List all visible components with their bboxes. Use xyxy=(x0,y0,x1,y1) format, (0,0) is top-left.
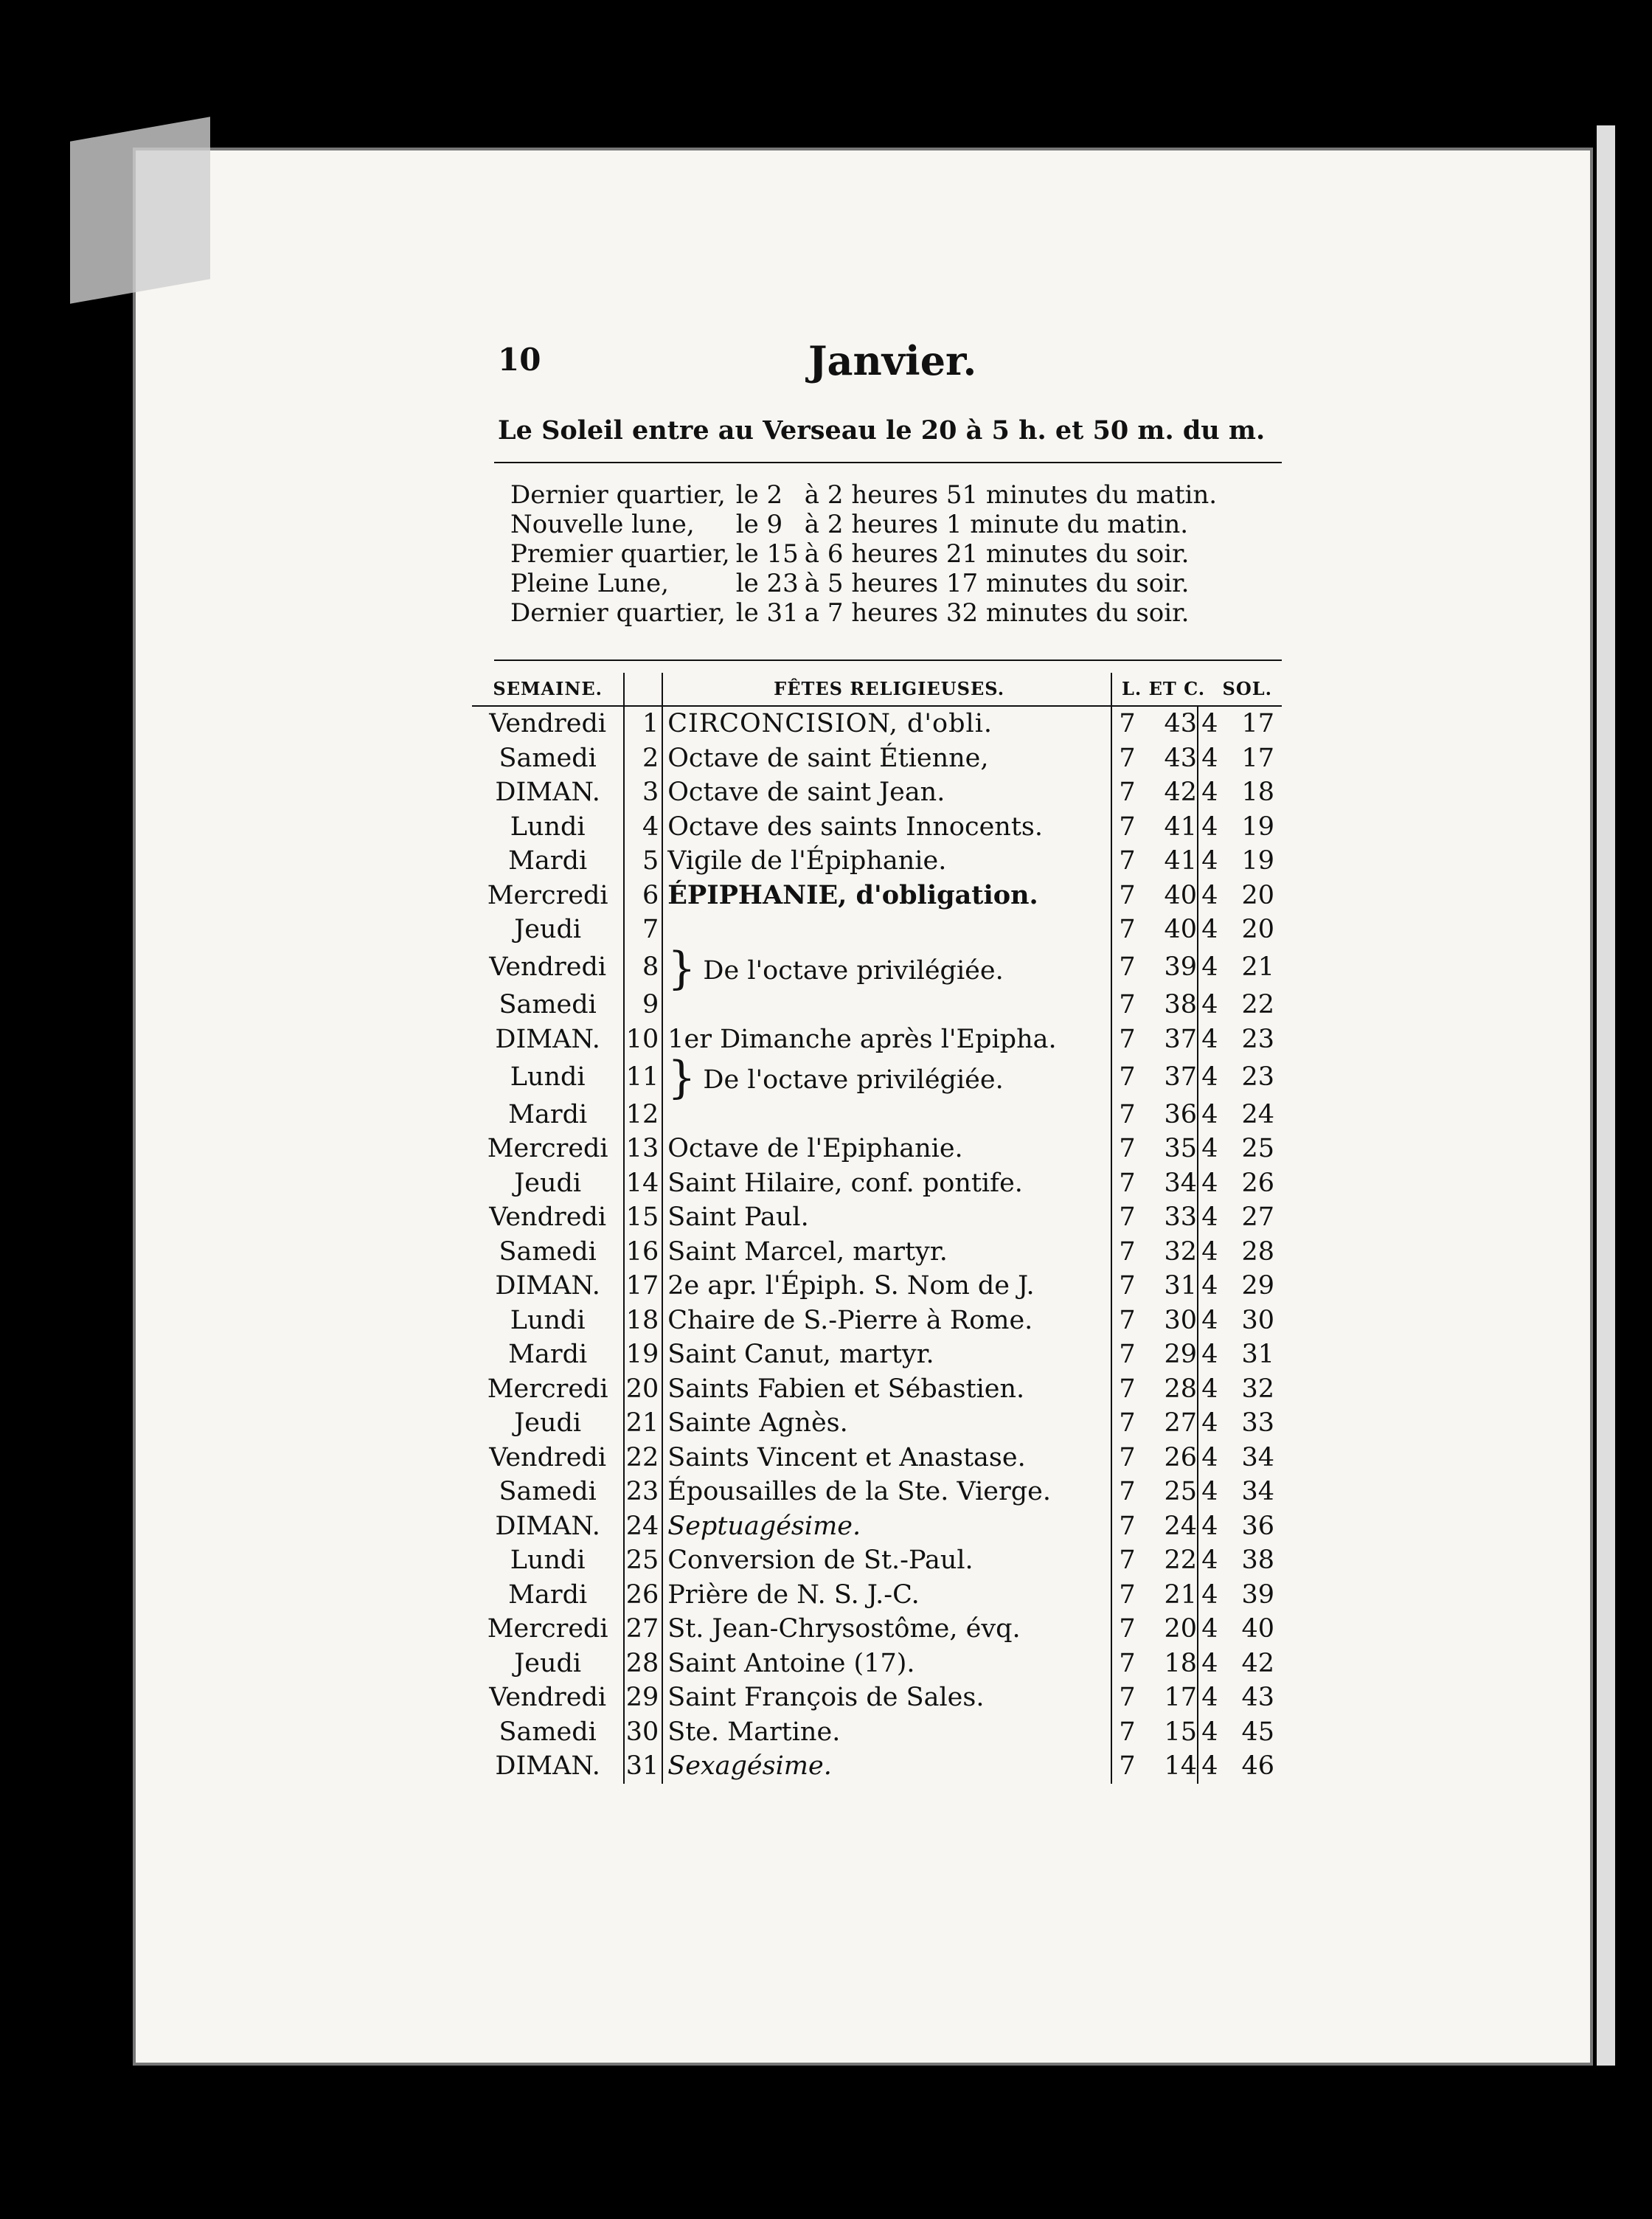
moon-phase-name: Pleine Lune, xyxy=(510,569,669,598)
day-number-cell: 29 xyxy=(624,1680,662,1715)
moon-phase-row xyxy=(510,510,1223,539)
day-number-cell: 31 xyxy=(624,1749,662,1784)
sunrise-hour-cell: 7 xyxy=(1119,1374,1136,1404)
sunset-minute-cell: 29 xyxy=(1241,1271,1274,1301)
sunrise-hour-cell: 7 xyxy=(1119,1751,1136,1781)
weekday-cell: Samedi xyxy=(472,1475,624,1509)
sunrise-minute-cell: 14 xyxy=(1142,1749,1198,1784)
calendar-row xyxy=(472,1235,1282,1270)
sunrise-minute-cell: 33 xyxy=(1142,1200,1198,1235)
day-number-cell: 8 xyxy=(624,947,662,989)
feast-cell: Saint Paul. xyxy=(662,1200,1111,1235)
sunrise-hour-cell: 7 xyxy=(1119,1614,1136,1644)
feast-cell: Saint Marcel, martyr. xyxy=(662,1235,1111,1270)
header-soleil: SOL. xyxy=(1222,678,1272,699)
moon-phase-row xyxy=(510,569,1223,598)
sunset-minute-cell: 17 xyxy=(1241,709,1274,738)
calendar-row xyxy=(472,1022,1282,1057)
sunrise-minute-cell: 27 xyxy=(1142,1406,1198,1441)
feast-cell: Conversion de St.-Paul. xyxy=(662,1543,1111,1578)
sunrise-minute-cell: 21 xyxy=(1142,1578,1198,1613)
sunset-minute-cell: 34 xyxy=(1241,1477,1274,1506)
sunrise-minute-cell: 41 xyxy=(1142,810,1198,845)
feast-cell: Octave de saint Étienne, xyxy=(662,741,1111,776)
sunset-minute-cell: 46 xyxy=(1241,1751,1274,1781)
feast-cell: ÉPIPHANIE, d'obligation. xyxy=(662,879,1111,913)
sunset-hour-cell: 4 xyxy=(1201,1062,1218,1092)
sunrise-hour-cell: 7 xyxy=(1119,1099,1136,1129)
calendar-row xyxy=(472,1715,1282,1750)
day-number-cell: 21 xyxy=(624,1406,662,1441)
sunset-hour-cell: 4 xyxy=(1201,1168,1218,1198)
mid-rule xyxy=(494,660,1282,661)
feast-cell: Sainte Agnès. xyxy=(662,1406,1111,1441)
sunset-hour-cell: 4 xyxy=(1201,1648,1218,1678)
sunset-hour-cell: 4 xyxy=(1201,1202,1218,1232)
day-number-cell: 30 xyxy=(624,1715,662,1750)
feast-cell: Septuagésime. xyxy=(662,1509,1111,1544)
sunset-hour-cell: 4 xyxy=(1201,1305,1218,1335)
sunrise-minute-cell: 40 xyxy=(1142,879,1198,913)
weekday-cell: Samedi xyxy=(472,988,624,1022)
sunrise-minute-cell: 37 xyxy=(1142,1022,1198,1057)
calendar-row xyxy=(472,1269,1282,1304)
sunrise-hour-cell: 7 xyxy=(1119,1648,1136,1678)
weekday-cell: Samedi xyxy=(472,741,624,776)
weekday-cell: Mercredi xyxy=(472,1132,624,1166)
feast-cell: Vigile de l'Épiphanie. xyxy=(662,844,1111,879)
calendar-row xyxy=(472,844,1282,879)
weekday-cell: Lundi xyxy=(472,1056,624,1098)
sunrise-minute-cell: 39 xyxy=(1142,947,1198,989)
weekday-cell: Vendredi xyxy=(472,1200,624,1235)
sunrise-minute-cell: 32 xyxy=(1142,1235,1198,1270)
sunrise-minute-cell: 25 xyxy=(1142,1475,1198,1509)
sunset-hour-cell: 4 xyxy=(1201,1408,1218,1438)
feast-cell: Sexagésime. xyxy=(662,1749,1111,1784)
feast-cell xyxy=(662,988,1111,1022)
sunset-hour-cell: 4 xyxy=(1201,1477,1218,1506)
weekday-cell: Jeudi xyxy=(472,1166,624,1201)
moon-phase-time: à 5 heures 17 minutes du soir. xyxy=(804,569,1190,598)
moon-phases-table xyxy=(510,480,1223,628)
sunrise-minute-cell: 42 xyxy=(1142,775,1198,810)
day-number-cell: 22 xyxy=(624,1441,662,1475)
sunset-minute-cell: 30 xyxy=(1241,1305,1274,1335)
feast-cell: St. Jean-Chrysostôme, évq. xyxy=(662,1612,1111,1647)
feast-cell xyxy=(662,913,1111,947)
calendar-row xyxy=(472,1612,1282,1647)
calendar-row xyxy=(472,1098,1282,1132)
sunrise-hour-cell: 7 xyxy=(1119,1683,1136,1712)
sunset-hour-cell: 4 xyxy=(1201,1751,1218,1781)
sunrise-minute-cell: 31 xyxy=(1142,1269,1198,1304)
feast-cell: Saint Antoine (17). xyxy=(662,1647,1111,1681)
moon-phase-time: à 2 heures 1 minute du matin. xyxy=(804,510,1189,539)
sunrise-hour-cell: 7 xyxy=(1119,1236,1136,1267)
feast-cell: Octave de saint Jean. xyxy=(662,775,1111,810)
sunrise-minute-cell: 38 xyxy=(1142,988,1198,1022)
sunset-minute-cell: 25 xyxy=(1241,1134,1274,1163)
weekday-cell: Mardi xyxy=(472,1337,624,1372)
sunset-hour-cell: 4 xyxy=(1201,709,1218,738)
calendar-row xyxy=(472,1406,1282,1441)
weekday-cell: Lundi xyxy=(472,810,624,845)
sunset-minute-cell: 32 xyxy=(1241,1374,1274,1404)
moon-phase-day: le 31 xyxy=(735,598,799,628)
day-number-cell: 11 xyxy=(624,1056,662,1098)
sunset-minute-cell: 36 xyxy=(1241,1511,1274,1541)
sunrise-hour-cell: 7 xyxy=(1119,1579,1136,1610)
weekday-cell: Vendredi xyxy=(472,947,624,989)
sunset-hour-cell: 4 xyxy=(1201,1683,1218,1712)
sunrise-hour-cell: 7 xyxy=(1119,709,1136,738)
sunrise-hour-cell: 7 xyxy=(1119,1202,1136,1232)
top-rule xyxy=(494,462,1282,463)
header-day xyxy=(624,673,662,706)
calendar-row xyxy=(472,706,1282,741)
day-number-cell: 23 xyxy=(624,1475,662,1509)
sunset-hour-cell: 4 xyxy=(1201,1545,1218,1575)
sunset-hour-cell: 4 xyxy=(1201,1717,1218,1747)
sunrise-minute-cell: 43 xyxy=(1142,706,1198,741)
feast-cell: 1er Dimanche après l'Epipha. xyxy=(662,1022,1111,1057)
weekday-cell: Mercredi xyxy=(472,1372,624,1407)
moon-phase-day: le 23 xyxy=(735,569,799,598)
calendar-row xyxy=(472,775,1282,810)
sunrise-hour-cell: 7 xyxy=(1119,1168,1136,1198)
sunset-hour-cell: 4 xyxy=(1201,743,1218,773)
sunrise-minute-cell: 36 xyxy=(1142,1098,1198,1132)
sunrise-minute-cell: 15 xyxy=(1142,1715,1198,1750)
weekday-cell: Lundi xyxy=(472,1543,624,1578)
sunrise-minute-cell: 18 xyxy=(1142,1647,1198,1681)
sunrise-minute-cell: 43 xyxy=(1142,741,1198,776)
sunrise-hour-cell: 7 xyxy=(1119,990,1136,1020)
calendar-row xyxy=(472,1132,1282,1166)
sunrise-hour-cell: 7 xyxy=(1119,1477,1136,1506)
calendar-row xyxy=(472,1166,1282,1201)
header-lever-coucher xyxy=(1111,673,1282,706)
feast-cell: Prière de N. S. J.-C. xyxy=(662,1578,1111,1613)
day-number-cell: 25 xyxy=(624,1543,662,1578)
day-number-cell: 13 xyxy=(624,1132,662,1166)
sunrise-minute-cell: 30 xyxy=(1142,1304,1198,1338)
sunset-hour-cell: 4 xyxy=(1201,1271,1218,1301)
feast-cell: Saint François de Sales. xyxy=(662,1680,1111,1715)
day-number-cell: 2 xyxy=(624,741,662,776)
sunset-minute-cell: 17 xyxy=(1241,743,1274,773)
weekday-cell: Jeudi xyxy=(472,913,624,947)
day-number-cell: 24 xyxy=(624,1509,662,1544)
sunset-minute-cell: 33 xyxy=(1241,1408,1274,1438)
weekday-cell: Mercredi xyxy=(472,1612,624,1647)
calendar-row xyxy=(472,1543,1282,1578)
sunrise-hour-cell: 7 xyxy=(1119,1271,1136,1301)
day-number-cell: 16 xyxy=(624,1235,662,1270)
feast-cell xyxy=(662,1052,1111,1104)
calendar-row xyxy=(472,1200,1282,1235)
weekday-cell: DIMAN. xyxy=(472,1269,624,1304)
day-number-cell: 20 xyxy=(624,1372,662,1407)
page-number: 10 xyxy=(498,342,541,378)
day-number-cell: 12 xyxy=(624,1098,662,1132)
weekday-cell: Samedi xyxy=(472,1715,624,1750)
moon-phase-time: à 6 heures 21 minutes du soir. xyxy=(804,539,1190,569)
weekday-cell: DIMAN. xyxy=(472,1509,624,1544)
calendar-row xyxy=(472,1749,1282,1784)
weekday-cell: Vendredi xyxy=(472,706,624,741)
feast-cell xyxy=(662,942,1111,994)
sunrise-hour-cell: 7 xyxy=(1119,1408,1136,1438)
sunrise-minute-cell: 26 xyxy=(1142,1441,1198,1475)
sunset-hour-cell: 4 xyxy=(1201,778,1218,807)
weekday-cell: Vendredi xyxy=(472,1441,624,1475)
sunset-minute-cell: 28 xyxy=(1241,1236,1274,1267)
weekday-cell: Jeudi xyxy=(472,1406,624,1441)
folded-corner xyxy=(70,117,210,304)
feast-cell: Ste. Martine. xyxy=(662,1715,1111,1750)
moon-phase-day: le 2 xyxy=(735,480,783,510)
sunset-hour-cell: 4 xyxy=(1201,990,1218,1020)
sunrise-minute-cell: 22 xyxy=(1142,1543,1198,1578)
day-number-cell: 5 xyxy=(624,844,662,879)
weekday-cell: Samedi xyxy=(472,1235,624,1270)
sunset-hour-cell: 4 xyxy=(1201,1236,1218,1267)
sunset-minute-cell: 40 xyxy=(1241,1614,1274,1644)
sunrise-hour-cell: 7 xyxy=(1119,1717,1136,1747)
feast-cell: Saints Fabien et Sébastien. xyxy=(662,1372,1111,1407)
sunrise-hour-cell: 7 xyxy=(1119,778,1136,807)
sunrise-minute-cell: 28 xyxy=(1142,1372,1198,1407)
feast-text: De l'octave privilégiée. xyxy=(703,1065,1004,1095)
sunset-hour-cell: 4 xyxy=(1201,1511,1218,1541)
sunrise-minute-cell: 24 xyxy=(1142,1509,1198,1544)
sunrise-hour-cell: 7 xyxy=(1119,1545,1136,1575)
calendar-row xyxy=(472,988,1282,1022)
sunrise-hour-cell: 7 xyxy=(1119,743,1136,773)
day-number-cell: 14 xyxy=(624,1166,662,1201)
sunrise-minute-cell: 34 xyxy=(1142,1166,1198,1201)
feast-cell: Épousailles de la Ste. Vierge. xyxy=(662,1475,1111,1509)
header-lever: L. ET C. xyxy=(1122,678,1206,699)
brace-glyph: } xyxy=(667,942,696,994)
moon-phase-time: à 2 heures 51 minutes du matin. xyxy=(804,480,1218,510)
sun-entry-line: Le Soleil entre au Verseau le 20 à 5 h. et 50 m. du m. xyxy=(498,415,1266,446)
sunrise-minute-cell: 20 xyxy=(1142,1612,1198,1647)
weekday-cell: DIMAN. xyxy=(472,775,624,810)
calendar-row xyxy=(472,947,1282,989)
sunset-minute-cell: 22 xyxy=(1241,990,1274,1020)
feast-cell: Octave de l'Epiphanie. xyxy=(662,1132,1111,1166)
moon-phase-name: Premier quartier, xyxy=(510,539,730,569)
sunset-hour-cell: 4 xyxy=(1201,1579,1218,1610)
calendar-row xyxy=(472,1372,1282,1407)
calendar-table xyxy=(472,673,1282,1784)
sunrise-hour-cell: 7 xyxy=(1119,915,1136,944)
moon-phase-row xyxy=(510,539,1223,569)
day-number-cell: 19 xyxy=(624,1337,662,1372)
calendar-row xyxy=(472,1441,1282,1475)
month-title: Janvier. xyxy=(808,337,977,384)
sunrise-minute-cell: 17 xyxy=(1142,1680,1198,1715)
sunset-hour-cell: 4 xyxy=(1201,1374,1218,1404)
sunrise-hour-cell: 7 xyxy=(1119,1340,1136,1369)
day-number-cell: 26 xyxy=(624,1578,662,1613)
moon-phase-name: Dernier quartier, xyxy=(510,480,726,510)
adjacent-page-edge xyxy=(1597,125,1615,2066)
feast-cell: Octave des saints Innocents. xyxy=(662,810,1111,845)
moon-phase-day: le 15 xyxy=(735,539,799,569)
feast-cell: Saints Vincent et Anastase. xyxy=(662,1441,1111,1475)
calendar-row xyxy=(472,1509,1282,1544)
sunrise-hour-cell: 7 xyxy=(1119,952,1136,982)
feast-cell: 2e apr. l'Épiph. S. Nom de J. xyxy=(662,1269,1111,1304)
calendar-row xyxy=(472,810,1282,845)
calendar-header-row xyxy=(472,673,1282,706)
sunset-hour-cell: 4 xyxy=(1201,1099,1218,1129)
header-semaine: SEMAINE. xyxy=(472,673,624,706)
feast-cell xyxy=(662,1098,1111,1132)
sunset-hour-cell: 4 xyxy=(1201,1134,1218,1163)
sunrise-minute-cell: 40 xyxy=(1142,913,1198,947)
weekday-cell: Mercredi xyxy=(472,879,624,913)
sunrise-hour-cell: 7 xyxy=(1119,1062,1136,1092)
brace-glyph: } xyxy=(667,1052,696,1104)
calendar-row xyxy=(472,741,1282,776)
calendar-row xyxy=(472,913,1282,947)
weekday-cell: Lundi xyxy=(472,1304,624,1338)
day-number-cell: 7 xyxy=(624,913,662,947)
sunrise-hour-cell: 7 xyxy=(1119,1024,1136,1054)
day-number-cell: 18 xyxy=(624,1304,662,1338)
sunset-minute-cell: 21 xyxy=(1241,952,1274,982)
sunset-hour-cell: 4 xyxy=(1201,1340,1218,1369)
calendar-row xyxy=(472,1475,1282,1509)
sunset-hour-cell: 4 xyxy=(1201,846,1218,876)
moon-phase-name: Dernier quartier, xyxy=(510,598,726,628)
feast-cell: Saint Canut, martyr. xyxy=(662,1337,1111,1372)
sunset-minute-cell: 31 xyxy=(1241,1340,1274,1369)
sunset-minute-cell: 43 xyxy=(1241,1683,1274,1712)
sunset-hour-cell: 4 xyxy=(1201,1442,1218,1472)
day-number-cell: 6 xyxy=(624,879,662,913)
sunset-minute-cell: 20 xyxy=(1241,880,1274,910)
sunset-minute-cell: 38 xyxy=(1241,1545,1274,1575)
sunset-minute-cell: 26 xyxy=(1241,1168,1274,1198)
day-number-cell: 1 xyxy=(624,706,662,741)
sunset-minute-cell: 18 xyxy=(1241,778,1274,807)
day-number-cell: 10 xyxy=(624,1022,662,1057)
sunset-minute-cell: 24 xyxy=(1241,1099,1274,1129)
sunset-minute-cell: 23 xyxy=(1241,1062,1274,1092)
header-fetes: FÊTES RELIGIEUSES. xyxy=(662,673,1111,706)
calendar-row xyxy=(472,1647,1282,1681)
sunrise-hour-cell: 7 xyxy=(1119,1511,1136,1541)
sunrise-hour-cell: 7 xyxy=(1119,1305,1136,1335)
day-number-cell: 3 xyxy=(624,775,662,810)
sunset-hour-cell: 4 xyxy=(1201,1024,1218,1054)
sunset-minute-cell: 34 xyxy=(1241,1442,1274,1472)
feast-cell: Chaire de S.-Pierre à Rome. xyxy=(662,1304,1111,1338)
weekday-cell: Jeudi xyxy=(472,1647,624,1681)
sunrise-hour-cell: 7 xyxy=(1119,880,1136,910)
sunset-hour-cell: 4 xyxy=(1201,811,1218,842)
moon-phase-name: Nouvelle lune, xyxy=(510,510,695,539)
sunrise-minute-cell: 29 xyxy=(1142,1337,1198,1372)
sunset-hour-cell: 4 xyxy=(1201,880,1218,910)
day-number-cell: 4 xyxy=(624,810,662,845)
sunrise-hour-cell: 7 xyxy=(1119,811,1136,842)
sunset-hour-cell: 4 xyxy=(1201,915,1218,944)
sunrise-minute-cell: 37 xyxy=(1142,1056,1198,1098)
weekday-cell: Mardi xyxy=(472,1578,624,1613)
calendar-row xyxy=(472,1056,1282,1098)
sunset-minute-cell: 39 xyxy=(1241,1579,1274,1610)
sunset-minute-cell: 20 xyxy=(1241,915,1274,944)
moon-phase-row xyxy=(510,480,1223,510)
sunset-hour-cell: 4 xyxy=(1201,952,1218,982)
calendar-row xyxy=(472,879,1282,913)
sunset-minute-cell: 19 xyxy=(1241,811,1274,842)
calendar-row xyxy=(472,1337,1282,1372)
day-number-cell: 17 xyxy=(624,1269,662,1304)
sunset-minute-cell: 19 xyxy=(1241,846,1274,876)
sunrise-minute-cell: 35 xyxy=(1142,1132,1198,1166)
calendar-row xyxy=(472,1680,1282,1715)
sunrise-minute-cell: 41 xyxy=(1142,844,1198,879)
sunset-minute-cell: 23 xyxy=(1241,1024,1274,1054)
weekday-cell: Mardi xyxy=(472,844,624,879)
calendar-row xyxy=(472,1304,1282,1338)
sunset-hour-cell: 4 xyxy=(1201,1614,1218,1644)
moon-phase-day: le 9 xyxy=(735,510,783,539)
calendar-row xyxy=(472,1578,1282,1613)
day-number-cell: 9 xyxy=(624,988,662,1022)
sunset-minute-cell: 42 xyxy=(1241,1648,1274,1678)
feast-cell: Saint Hilaire, conf. pontife. xyxy=(662,1166,1111,1201)
sunrise-hour-cell: 7 xyxy=(1119,1134,1136,1163)
sunrise-hour-cell: 7 xyxy=(1119,846,1136,876)
feast-cell: CIRCONCISION, d'obli. xyxy=(662,706,1111,741)
day-number-cell: 15 xyxy=(624,1200,662,1235)
day-number-cell: 28 xyxy=(624,1647,662,1681)
sunset-minute-cell: 27 xyxy=(1241,1202,1274,1232)
moon-phase-time: a 7 heures 32 minutes du soir. xyxy=(804,598,1190,628)
weekday-cell: DIMAN. xyxy=(472,1749,624,1784)
weekday-cell: Mardi xyxy=(472,1098,624,1132)
weekday-cell: DIMAN. xyxy=(472,1022,624,1057)
feast-text: De l'octave privilégiée. xyxy=(703,955,1004,986)
sunrise-hour-cell: 7 xyxy=(1119,1442,1136,1472)
day-number-cell: 27 xyxy=(624,1612,662,1647)
sunset-minute-cell: 45 xyxy=(1241,1717,1274,1747)
moon-phase-row xyxy=(510,598,1223,628)
weekday-cell: Vendredi xyxy=(472,1680,624,1715)
